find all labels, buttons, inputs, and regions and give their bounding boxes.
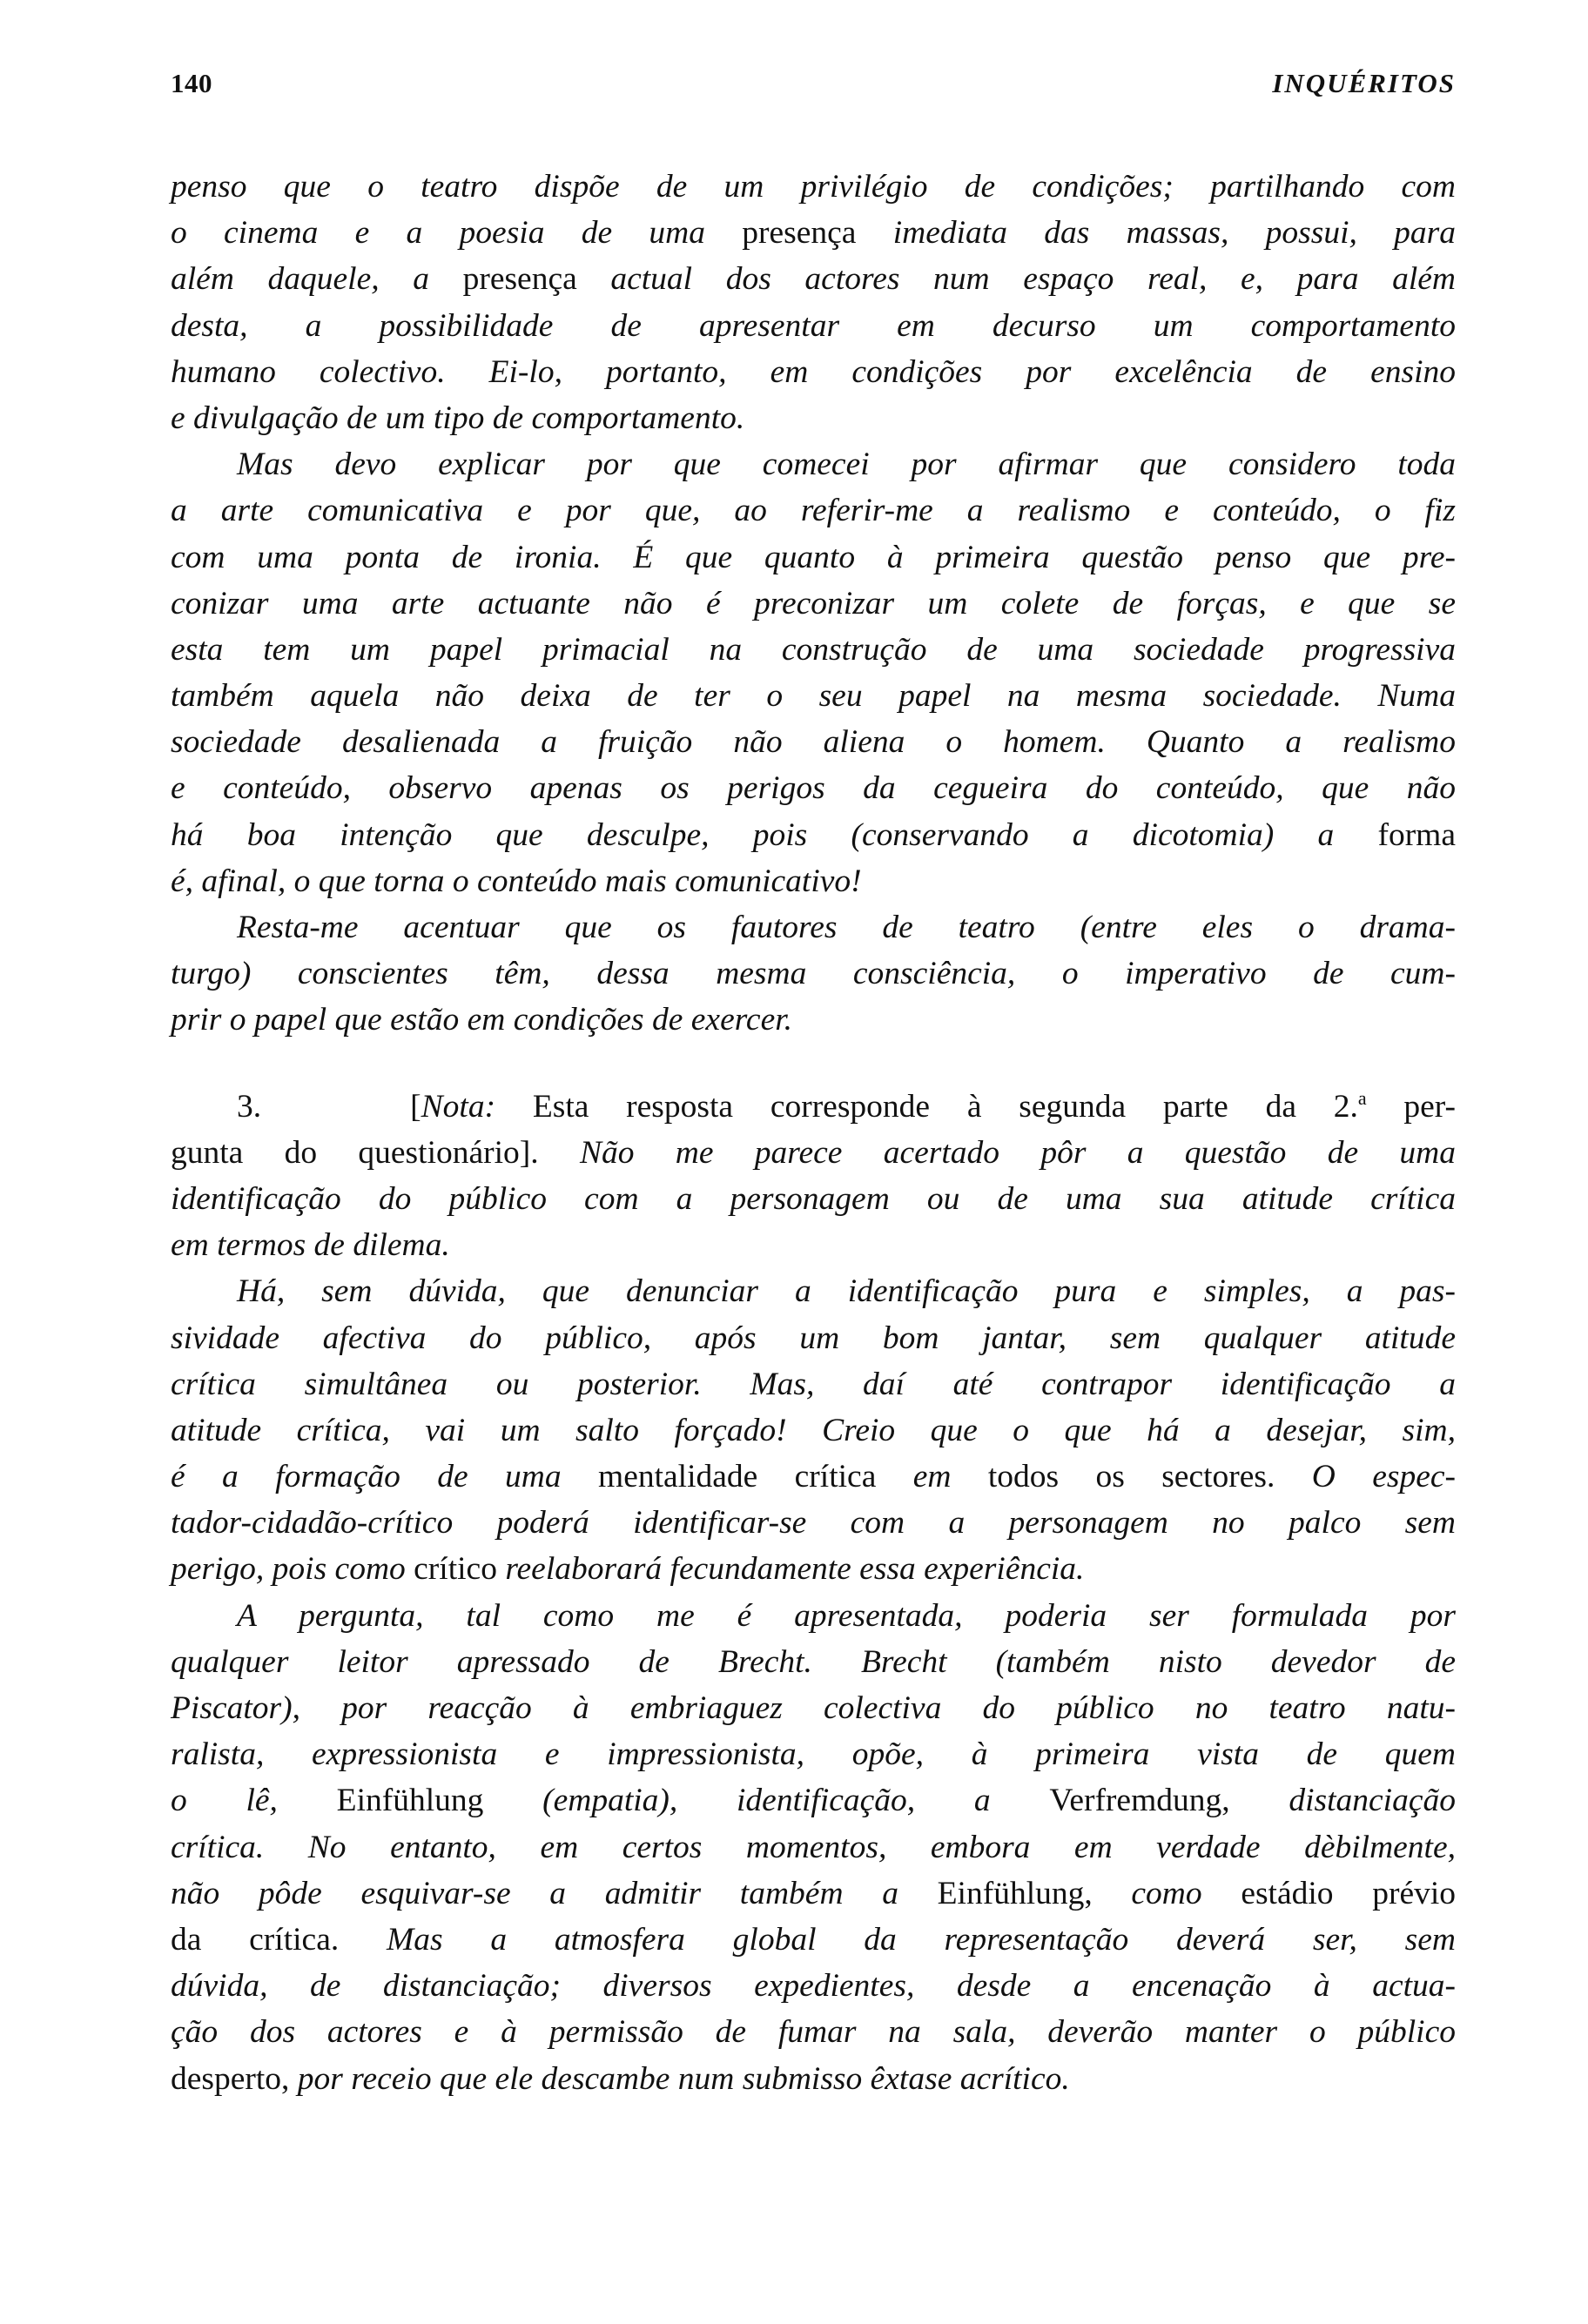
page-number: 140 xyxy=(171,68,212,98)
text-run: (empatia), identificação, a xyxy=(483,1783,1050,1819)
text-run-roman: mentalidade crítica xyxy=(598,1459,877,1495)
text-run-roman: Verfremdung, xyxy=(1049,1783,1230,1819)
text-run: Mas a atmosfera global da representação deverá ser, sem xyxy=(339,1921,1457,1958)
text-run-roman: Einfühlung, xyxy=(937,1875,1093,1911)
text-run: além daquele, a xyxy=(171,261,463,298)
text-line: a arte comunicativa e por que, ao referir-me a realismo e conteúdo, o fiz xyxy=(171,493,1456,529)
running-head xyxy=(171,68,1456,117)
text-line: Há, sem dúvida, que denunciar a identificação pura e simples, a pas- xyxy=(237,1273,1456,1310)
body-text xyxy=(171,164,1456,2102)
text-run-roman: estádio prévio xyxy=(1241,1875,1457,1911)
text-line: e divulgação de um tipo de comportamento. xyxy=(171,400,745,436)
text-line: crítica simultânea ou posterior. Mas, daí até contrapor identificação a xyxy=(171,1366,1456,1402)
text-run: actual dos actores num espaço real, e, para além xyxy=(576,261,1456,298)
text-run-roman: per- xyxy=(1366,1088,1457,1125)
text-line: A pergunta, tal como me é apresentada, poderia ser formulada por xyxy=(237,1597,1456,1634)
text-line xyxy=(171,1917,1456,1963)
text-line: dúvida, de distanciação; diversos expedientes, desde a encenação à actua- xyxy=(171,1968,1456,2005)
text-line: qualquer leitor apressado de Brecht. Brecht (também nisto devedor de xyxy=(171,1643,1456,1680)
text-line xyxy=(171,1454,1456,1500)
text-line: tador-cidadão-crítico poderá identificar-se com a personagem no palco sem xyxy=(171,1505,1456,1541)
text-line: esta tem um papel primacial na construção de uma sociedade progressiva xyxy=(171,631,1456,668)
text-run-roman: presença xyxy=(742,215,857,252)
text-line: desta, a possibilidade de apresentar em decurso um comportamento xyxy=(171,307,1456,344)
text-line xyxy=(171,1084,1456,1130)
note-label: Nota: xyxy=(421,1088,496,1125)
text-line: Piscator), por reacção à embriaguez colectiva do público no teatro natu- xyxy=(171,1690,1456,1726)
text-run-roman: presença xyxy=(462,261,577,298)
text-run-roman: forma xyxy=(1377,816,1456,853)
text-run-roman: gunta do questionário]. xyxy=(171,1134,539,1171)
text-line: penso que o teatro dispõe de um privilégio de condições; partilhando com xyxy=(171,169,1456,205)
text-run: perigo, pois como xyxy=(171,1551,414,1588)
text-line: é, afinal, o que torna o conteúdo mais comunicativo! xyxy=(171,863,862,899)
text-line xyxy=(171,1546,1456,1592)
text-line: humano colectivo. Ei-lo, portanto, em condições por excelência de ensino xyxy=(171,353,1456,390)
text-run: imediata das massas, possui, para xyxy=(856,215,1456,252)
text-line xyxy=(171,1871,1456,1917)
text-run-roman: crítico xyxy=(414,1551,497,1588)
text-line: e conteúdo, observo apenas os perigos da cegueira do conteúdo, que não xyxy=(171,770,1456,807)
text-line xyxy=(171,1130,1456,1176)
text-run: em xyxy=(876,1459,988,1495)
text-line: com uma ponta de ironia. É que quanto à primeira questão penso que pre- xyxy=(171,539,1456,575)
text-line: atitude crítica, vai um salto forçado! Creio que o que há a desejar, sim, xyxy=(171,1412,1456,1448)
text-line: também aquela não deixa de ter o seu papel na mesma sociedade. Numa xyxy=(171,678,1456,715)
text-line xyxy=(171,812,1456,858)
text-run-roman: todos os sectores. xyxy=(987,1459,1275,1495)
text-line: conizar uma arte actuante não é preconizar um colete de forças, e que se xyxy=(171,585,1456,621)
text-line: ralista, expressionista e impressionista, opõe, à primeira vista de quem xyxy=(171,1736,1456,1773)
text-line xyxy=(171,2056,1456,2102)
text-run: por receio que ele descambe num submisso êxtase acrítico. xyxy=(289,2060,1070,2097)
text-run: é a formação de uma xyxy=(171,1459,599,1495)
text-line: ção dos actores e à permissão de fumar na sala, deverão manter o público xyxy=(171,2014,1456,2051)
text-line: sividade afectiva do público, após um bom jantar, sem qualquer atitude xyxy=(171,1320,1456,1356)
text-line: identificação do público com a personagem ou de uma sua atitude crítica xyxy=(171,1180,1456,1217)
text-run: distanciação xyxy=(1229,1783,1456,1819)
text-line xyxy=(171,210,1456,256)
text-run-roman: Esta resposta corresponde à segunda parte da 2. xyxy=(495,1088,1358,1125)
text-run: há boa intenção que desculpe, pois (conservando a dicotomia) a xyxy=(171,816,1378,853)
text-run-roman: [ xyxy=(410,1088,421,1125)
text-run: o lê, xyxy=(171,1783,337,1819)
ordinal-superscript: a xyxy=(1357,1086,1367,1109)
text-run-roman: Einfühlung xyxy=(336,1783,484,1819)
text-line: prir o papel que estão em condições de exercer. xyxy=(171,1002,793,1038)
text-line: em termos de dilema. xyxy=(171,1227,450,1264)
text-line: sociedade desalienada a fruição não aliena o homem. Quanto a realismo xyxy=(171,724,1456,761)
text-line: crítica. No entanto, em certos momentos, embora em verdade dèbilmente, xyxy=(171,1829,1456,1865)
text-run: O espec- xyxy=(1275,1459,1456,1495)
text-run: não pôde esquivar-se a admitir também a xyxy=(171,1875,938,1911)
text-line: Mas devo explicar por que comecei por afirmar que considero toda xyxy=(237,447,1456,483)
text-run: como xyxy=(1092,1875,1241,1911)
text-line: Resta-me acentuar que os fautores de teatro (entre eles o drama- xyxy=(237,910,1456,945)
text-run-roman: da crítica. xyxy=(171,1921,340,1958)
text-line xyxy=(171,1777,1456,1824)
text-line: turgo) conscientes têm, dessa mesma consciência, o imperativo de cum- xyxy=(171,956,1456,992)
text-run: Não me parece acertado pôr a questão de uma xyxy=(538,1134,1456,1171)
text-line xyxy=(171,256,1456,302)
text-run: o cinema e a poesia de uma xyxy=(171,215,743,252)
text-run-roman: desperto, xyxy=(171,2060,290,2097)
running-title: INQUÉRITOS xyxy=(1272,68,1456,98)
text-run: reelaborará fecundamente essa experiência. xyxy=(496,1551,1085,1588)
answer-number: 3. xyxy=(237,1088,262,1125)
